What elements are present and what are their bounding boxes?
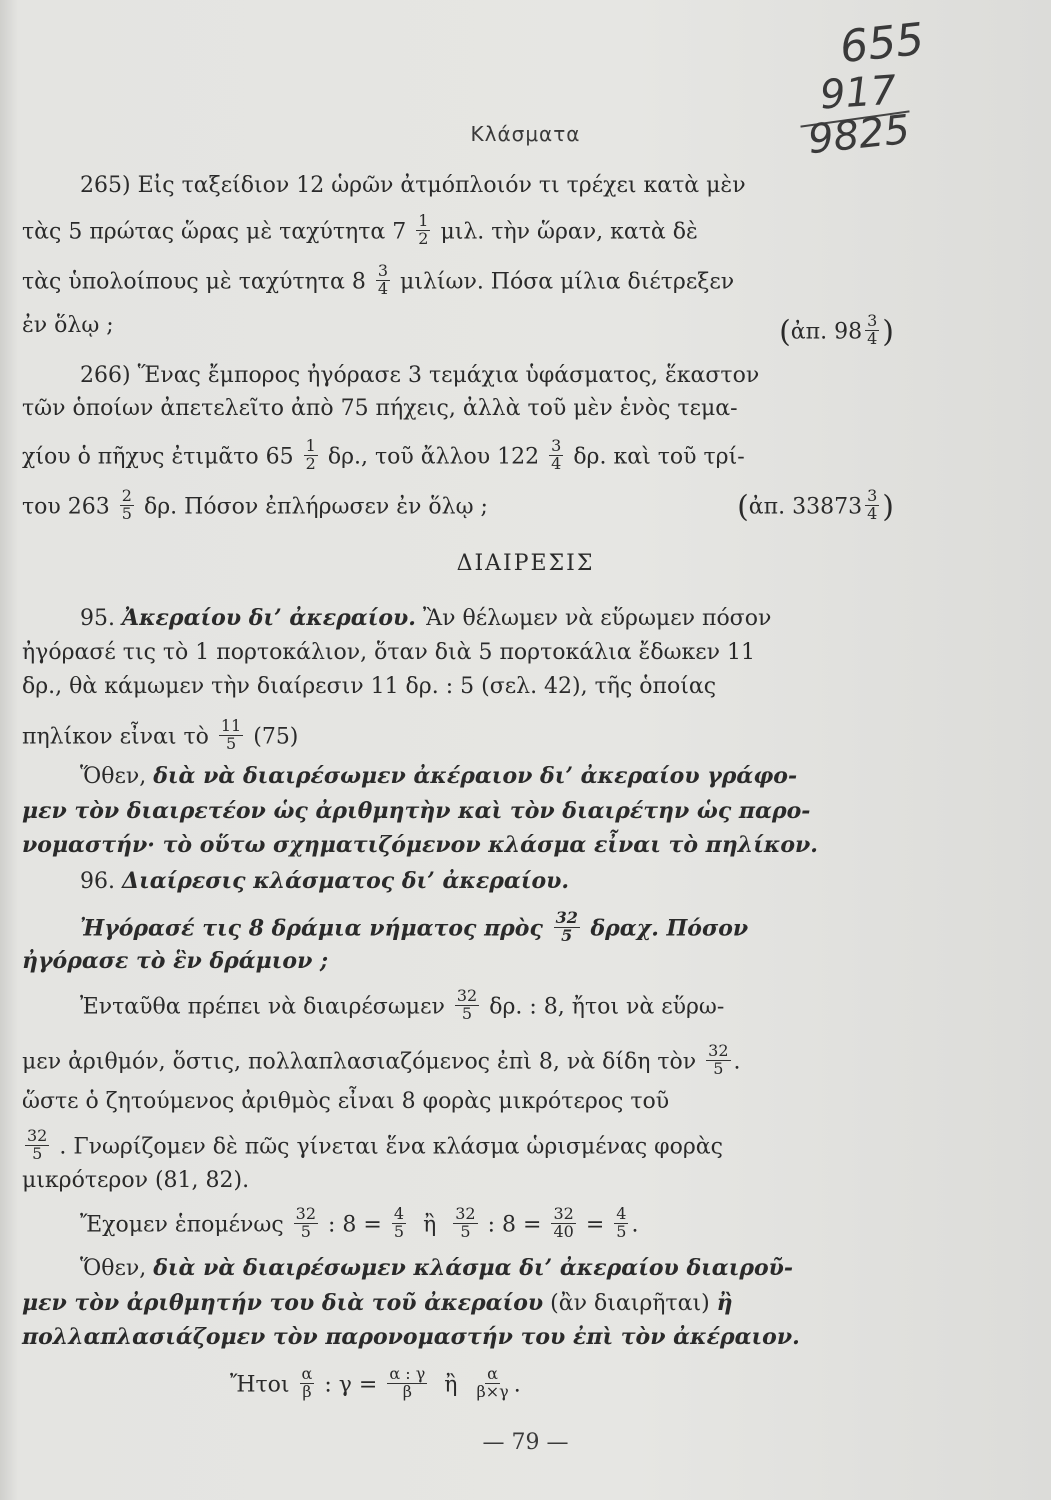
rule-text: πολλαπλασιάζομεν τὸν παρονομαστήν του ἐπὶ τὸν ἀκέραιον. — [22, 1324, 800, 1350]
question-line: ἠγόρασε τὸ ἓν δράμιον ; — [22, 948, 329, 974]
fraction: $\frac{3}{4}$ — [551, 436, 562, 473]
text-line: ὥστε ὁ ζητούμενος ἀριθμὸς εἶναι 8 φορὰς μικρότερος τοῦ — [22, 1089, 670, 1114]
rule-text: μεν τὸν διαιρετέον ὡς ἀριθμητὴν καὶ τὸν διαιρέτην ὡς παρο- — [22, 798, 811, 824]
question-line: Ἠγόρασέ τις 8 δράμια νήματος πρὸς $\frac{32}{5}$ δραχ. Πόσον — [80, 908, 749, 945]
text-line: 95. Ἀκεραίου δι’ ἀκεραίου. Ἂν θέλωμεν νὰ εὕρωμεν πόσον — [80, 605, 772, 631]
text-line: τὰς ὑπολοίπους μὲ ταχύτητα 8 $\frac{3}{4}$ μιλίων. Πόσα μίλια διέτρεξεν — [22, 261, 735, 298]
text-line: ἐν ὅλῳ ; (ἀπ. 98 $\frac{3}{4}$ ) — [22, 311, 894, 350]
formula-line: Ἤτοι $\frac{\alpha}{\beta}$ : γ = $\frac{\alpha : \gamma}{\beta}$ ἢ $\frac{\alpha}{\beta\times\gamma}$ . — [230, 1364, 521, 1401]
text-line: τῶν ὁποίων ἀπετελεῖτο ἀπὸ 75 πήχεις, ἀλλὰ τοῦ μὲν ἑνὸς τεμα- — [22, 396, 738, 421]
fraction: $\frac{3}{4}$ — [377, 261, 389, 298]
text-line: μικρότερον (81, 82). — [22, 1168, 250, 1193]
text-line: 266) Ἕνας ἔμπορος ἠγόρασε 3 τεμάχια ὑφάσματος, ἕκαστον — [80, 363, 760, 388]
text-line: 96. Διαίρεσις κλάσματος δι’ ἀκεραίου. — [80, 868, 570, 894]
handwritten-note: 917 — [818, 67, 898, 119]
text-line: μεν ἀριθμόν, ὅστις, πολλαπλασιαζόμενος ἐπὶ 8, νὰ δίδη τὸν $\frac{32}{5}$ . — [22, 1041, 741, 1078]
answer: (ἀπ. 33873 $\frac{3}{4}$ ) — [737, 486, 894, 525]
text-line: χίου ὁ πῆχυς ἐτιμᾶτο 65 $\frac{1}{2}$ δρ., τοῦ ἄλλου 122 $\frac{3}{4}$ δρ. καὶ τοῦ τρί- — [22, 436, 745, 473]
fraction: $\frac{32}{5}$ — [27, 1126, 48, 1163]
text-line: πηλίκον εἶναι τὸ $\frac{11}{5}$ (75) — [22, 716, 299, 753]
text-line: δρ., θὰ κάμωμεν τὴν διαίρεσιν 11 δρ. : 5 (σελ. 42), τῆς ὁποίας — [22, 674, 717, 699]
fraction: $\frac{11}{5}$ — [220, 716, 242, 753]
text-line: $\frac{32}{5}$ . Γνωρίζομεν δὲ πῶς γίνεται ἕνα κλάσμα ὡρισμένας φορὰς — [27, 1126, 723, 1163]
text-line: τὰς 5 πρώτας ὥρας μὲ ταχύτητα 7 $\frac{1}{2}$ μιλ. τὴν ὥραν, κατὰ δὲ — [22, 211, 698, 248]
text-line: 265) Εἰς ταξείδιον 12 ὡρῶν ἀτμόπλοιόν τι τρέχει κατὰ μὲν — [80, 173, 746, 198]
fraction: $\frac{32}{5}$ — [708, 1041, 729, 1078]
fraction: $\frac{3}{4}$ — [867, 311, 878, 348]
fraction: $\frac{1}{2}$ — [305, 436, 316, 473]
fraction: $\frac{32}{5}$ — [456, 986, 478, 1023]
section-heading: ΔΙΑΙΡΕΣΙΣ — [456, 551, 595, 576]
handwritten-note: 9825 — [805, 106, 912, 164]
fraction: $\frac{3}{4}$ — [867, 486, 878, 523]
text-line: του 263 $\frac{2}{5}$ δρ. Πόσον ἐπλήρωσεν ἐν ὅλῳ ; (ἀπ. 33873 $\frac{3}{4}$ ) — [22, 486, 894, 525]
rule-text: νομαστήν· τὸ οὕτω σχηματιζόμενον κλάσμα εἶναι τὸ πηλίκον. — [22, 832, 818, 858]
fraction: $\frac{1}{2}$ — [418, 211, 429, 248]
rule-text: μεν τὸν ἀριθμητήν του διὰ τοῦ ἀκεραίου (ἂν διαιρῆται) ἢ — [22, 1290, 733, 1316]
running-head: Κλάσματα — [470, 122, 581, 146]
text-line: ἠγόρασέ τις τὸ 1 πορτοκάλιον, ὅταν διὰ 5 πορτοκάλια ἔδωκεν 11 — [22, 640, 756, 665]
fraction: $\frac{2}{5}$ — [121, 486, 132, 523]
fraction: $\frac{32}{5}$ — [555, 908, 578, 945]
equation-line: Ἔχομεν ἑπομένως $\frac{32}{5}$ : 8 = $\frac{4}{5}$ ἢ $\frac{32}{5}$ : 8 = $\frac{32}{40}$ = $\frac{4}{5}$ . — [80, 1204, 639, 1241]
rule-text: Ὅθεν, διὰ νὰ διαιρέσωμεν κλάσμα δι’ ἀκεραίου διαιροῦ- — [80, 1255, 794, 1281]
rule-text: Ὅθεν, διὰ νὰ διαιρέσωμεν ἀκέραιον δι’ ἀκεραίου γράφο- — [80, 763, 798, 789]
answer: (ἀπ. 98 $\frac{3}{4}$ ) — [779, 311, 894, 350]
text-line: Ἐνταῦθα πρέπει νὰ διαιρέσωμεν $\frac{32}{5}$ δρ. : 8, ἤτοι νὰ εὕρω- — [80, 986, 725, 1023]
page-number: — 79 — — [482, 1430, 569, 1455]
handwritten-note: 655 — [837, 13, 927, 74]
